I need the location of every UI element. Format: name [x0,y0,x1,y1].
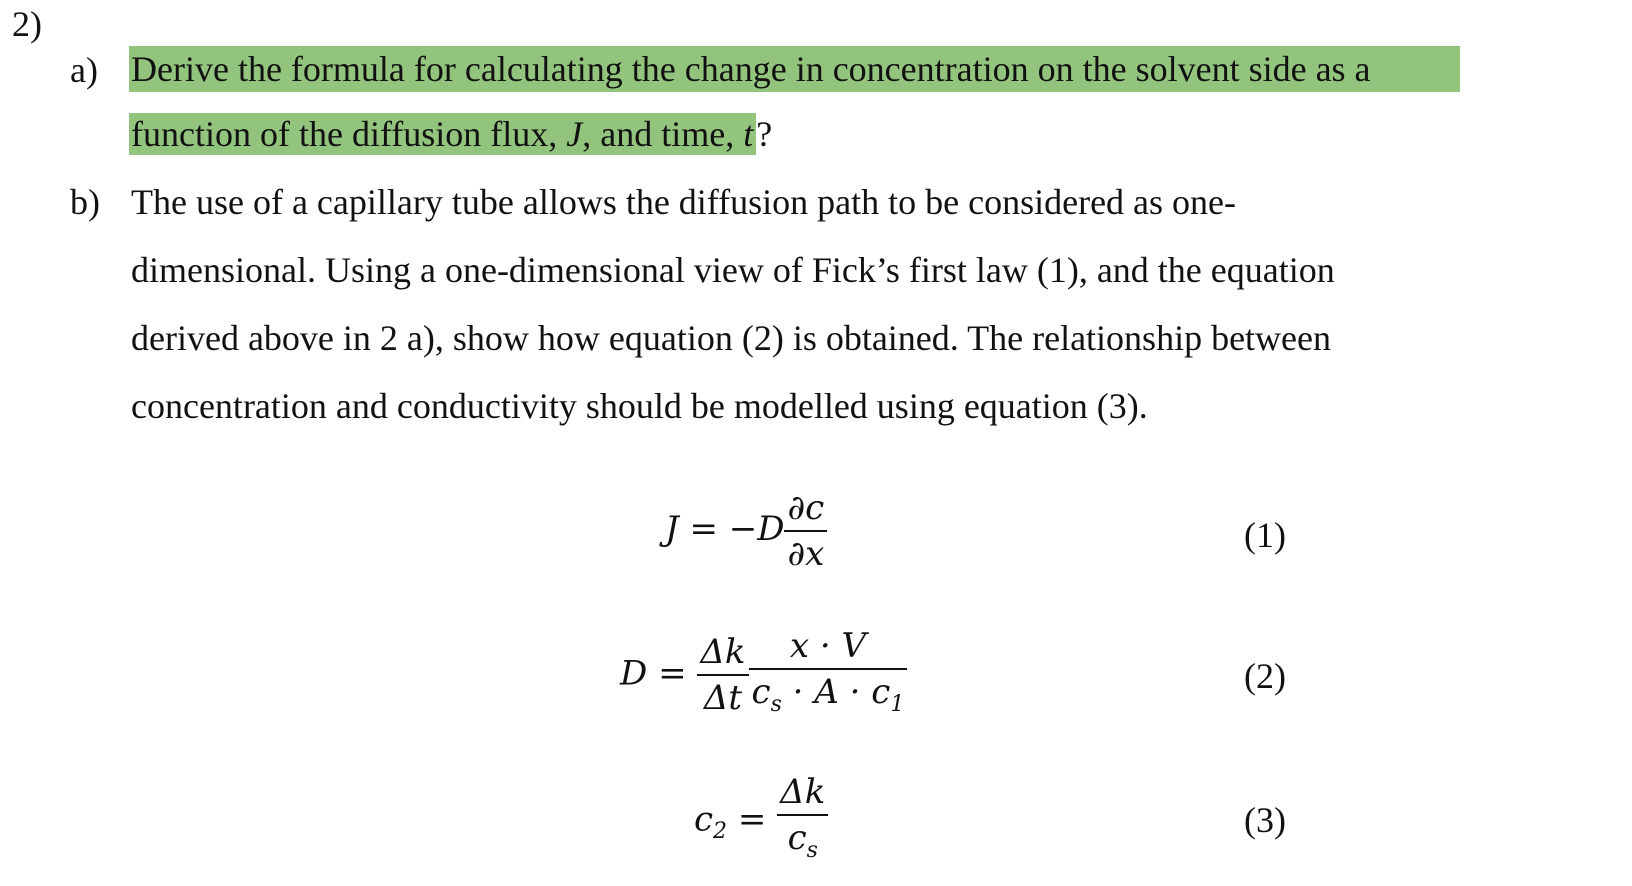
equation-1 [665,486,827,576]
part-b-label: b) [70,182,100,222]
eq2-frac2-denominator [749,670,908,727]
eq3-denominator [777,816,828,873]
eq3-numerator: Δk [777,770,828,816]
equation-3-number: (3) [1244,800,1286,840]
equation-1-number: (1) [1244,515,1286,555]
eq1-fraction [784,486,827,576]
eq2-lhs: D = [620,653,687,694]
part-a-line-1-text: Derive the formula for calculating the change in concentration on the solvent side as a [129,46,1460,92]
eq3-cs-subscript: s [806,837,818,863]
part-b-line-3: derived above in 2 a), show how equation (2) is obtained. The relationship between [131,318,1332,358]
equation-2 [620,624,907,727]
eq3-lhs-subscript: 2 [713,819,728,845]
equation-3 [694,770,828,873]
part-a-line-2-highlight [129,113,756,155]
part-a-line-2 [131,112,772,156]
eq2-frac2-numerator: x · V [749,624,908,670]
eq1-lhs: J = −D [665,509,785,549]
eq1-numerator: ∂c [784,486,827,532]
part-a-line-2-end: ? [756,114,773,154]
eq2-area-c1-symbol: · A · c [781,672,891,712]
eq2-frac1-numerator: Δk [697,630,748,676]
eq3-cs-symbol: c [787,818,807,858]
part-a-line-2-mid: , and time, [582,114,744,154]
part-a-label: a) [70,50,98,90]
time-symbol-t: t [743,114,754,154]
eq3-equals: = [727,799,767,840]
part-b-line-1: The use of a capillary tube allows the diffusion path to be considered as one- [131,182,1236,222]
eq2-fraction-1 [697,630,748,720]
eq2-fraction-2 [749,624,908,727]
question-number: 2) [12,4,42,44]
equation-2-number: (2) [1244,656,1286,696]
eq2-cs-symbol: c [751,672,771,712]
eq1-denominator: ∂x [787,534,825,574]
part-b-line-4: concentration and conductivity should be modelled using equation (3). [131,386,1148,426]
eq2-cs-subscript: s [770,691,782,717]
eq2-c1-subscript: 1 [890,691,905,717]
eq3-lhs: c [694,799,714,840]
flux-symbol-J: J [566,114,583,154]
eq3-fraction [777,770,828,873]
part-b-line-2: dimensional. Using a one-dimensional view of Fick’s first law (1), and the equation [131,250,1335,290]
part-a-line-2-prefix: function of the diffusion flux, [131,114,567,154]
part-a-line-1 [131,46,1460,92]
eq2-frac1-denominator: Δt [703,678,743,719]
